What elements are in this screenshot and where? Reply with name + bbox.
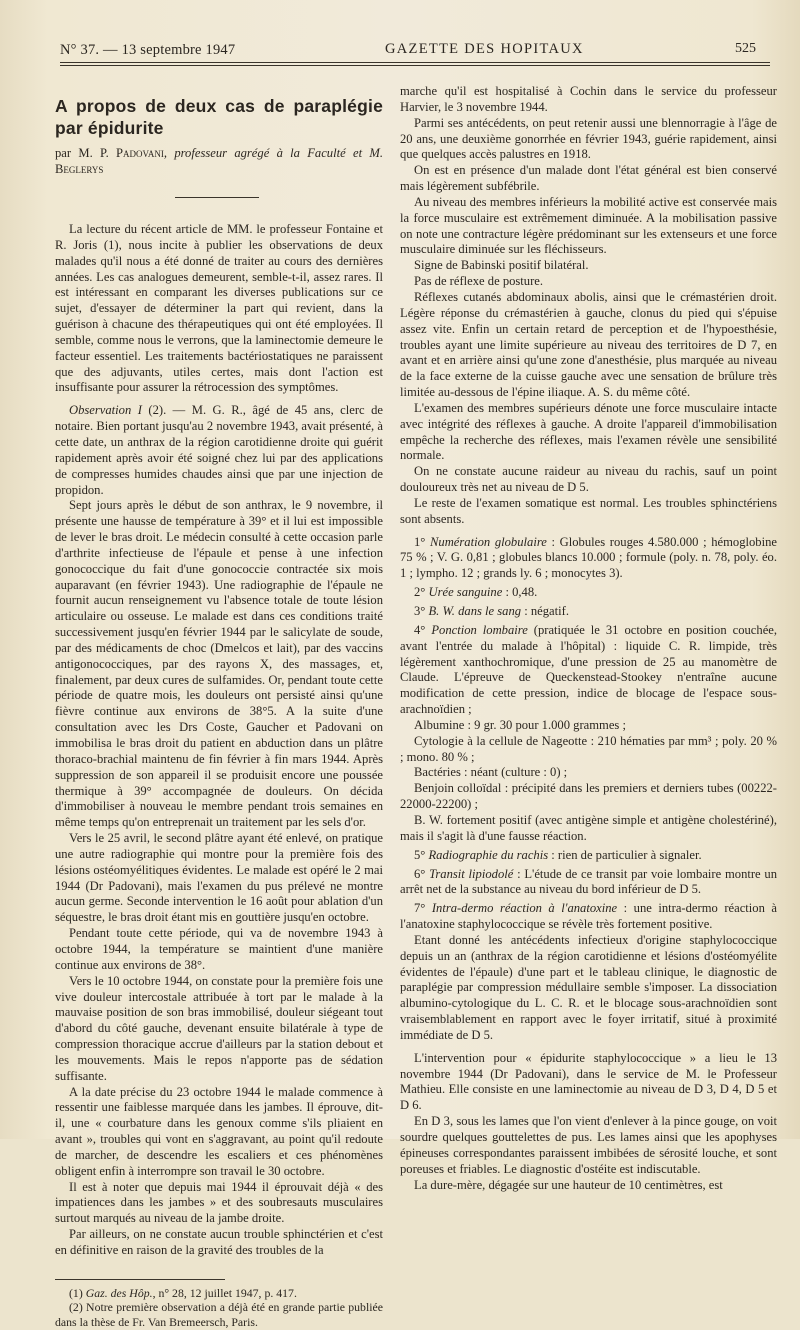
item-label: B. W. dans le sang xyxy=(428,604,522,618)
footnote-rule xyxy=(55,1279,225,1280)
author-beglerys: Beglerys xyxy=(55,162,104,176)
csf-benjoin: Benjoin colloïdal : précipité dans les premiers et derniers tubes (00222-22000-22200) ; xyxy=(400,781,777,812)
paragraph: Parmi ses antécédents, on peut retenir aussi une blennorragie à l'âge de 20 ans, une deuxième gonorrhée en février 1943, guérie rapidement, ainsi que quelques accès palustres en 1918. xyxy=(400,115,777,162)
paragraph: L'examen des membres supérieurs dénote une force musculaire intacte avec intégrité des réflexes à gauche. A droite l'appareil d'immobilisation empêche la recherche des réflexes, mais l'examen révèle une sensibilité normale. xyxy=(400,400,777,463)
paragraph: Pas de réflexe de posture. xyxy=(414,274,544,289)
article-title: A propos de deux cas de paraplégie par épidurite xyxy=(55,96,383,138)
paragraph: A la date précise du 23 octobre 1944 le malade commence à ressentir une faiblesse marquée dans les jambes. Il éprouve, dit-il, une « courbature dans les genoux comme s'ils pliaient en avant », troubles qui vont en s'aggravant, au point qu'il redoute de marcher, de descendre les escaliers et ces phénomènes obligent enfin à interrompre son travail le 30 octobre. xyxy=(55,1084,383,1178)
paragraph: Vers le 25 avril, le second plâtre ayant été enlevé, on pratique une autre radiographie qui montre pour la première fois des lésions ostéomyélitiques évidentes. Le malade est opéré le 2 mai 1944 (Dr Padovani), mais l'examen du pus prélevé ne montre aucun germe. Seconde intervention le 16 août pour ablation d'un séquestre, le bras droit étant mis en gouttière jusqu'en octobre. xyxy=(55,831,383,925)
intro-paragraph: La lecture du récent article de MM. le professeur Fontaine et R. Joris (1), nous incite à publier les observations de deux malades qu'il nous a été donné de traiter au cours des dernières années. Les cas analogues demeurent, semble-t-il, assez rares. Il est intéressant en comparant les diverses publications sur ce sujet, d'essayer de déterminer la part qui revient, dans la guérison à chacune des thérapeutiques qui ont été employées. Il semble, comme nous le verrons, que la laminectomie demeure le facteur essentiel. Les traitements bactériostatiques ne paraissent que des adjuvants, utiles certes, mais dont l'action est insuffisante pour assurer la rétrocession des symptômes. xyxy=(55,222,383,395)
paragraph: Le reste de l'examen somatique est normal. Les troubles sphinctériens sont absents. xyxy=(400,495,777,526)
item-number: 7° xyxy=(414,901,432,916)
byline-affiliation: , professeur agrégé à la Faculté et M. xyxy=(163,146,383,160)
issue-date: N° 37. — 13 septembre 1947 xyxy=(60,42,236,58)
item-number: 4° xyxy=(414,622,432,637)
right-column xyxy=(400,84,778,1192)
item-label: Numération globulaire xyxy=(430,534,547,549)
item-label: Intra-dermo réaction à l'anatoxine xyxy=(431,901,618,916)
observation-label: Observation I xyxy=(69,403,142,418)
observation-1-intro xyxy=(55,403,383,498)
item-label: Ponction lombaire xyxy=(431,622,528,637)
footnote-1-journal: Gaz. des Hôp. xyxy=(85,1285,153,1300)
item-text: : négatif. xyxy=(521,604,569,618)
item-text: (pratiquée le 31 octobre en position couchée, avant l'entrée du malade à l'hôpital) : liquide C. R. limpide, très légèrement xanthochromique, d'une pression de 25 au manomètre de Claude. L'épreuve de Queckenstead-Stookey n'entraîne aucune modification de cette pression, indice de blocage de l'espace sous-arachnoïdien ; xyxy=(400,622,778,717)
byline-prefix: par M. P. xyxy=(55,146,117,160)
item-label: Radiographie du rachis xyxy=(428,847,549,862)
item-text: : L'étude de ce transit par voie lombaire montre un arrêt net de la substance au niveau du bord inférieur de D 5. xyxy=(400,866,778,897)
title-rule xyxy=(175,197,259,198)
page-header xyxy=(60,38,770,62)
item-number: 5° xyxy=(414,847,429,862)
paragraph: Etant donné les antécédents infectieux d'origine staphylococcique depuis un an (anthrax de la région carotidienne et lésions d'ostéomyélite évidentes de l'épaule) d'une part et le tableau clinique, le diagnostic de paraplégie par compression médullaire semble s'imposer. La dissociation albumino-cytologique du L. C. R. et le blocage sous-arachnoïdien sont vraisemblablement en rapport avec le foyer irritatif, situé à proximité immédiate de D 5. xyxy=(400,932,777,1042)
left-column xyxy=(55,84,383,1330)
paragraph: marche qu'il est hospitalisé à Cochin dans le service du professeur Harvier, le 3 novembre 1944. xyxy=(400,84,777,114)
item-label: Transit lipiodolé xyxy=(429,866,514,881)
paragraph: Il est à noter que depuis mai 1944 il éprouvait déjà « des impatiences dans les jambes » et des soubresauts musculaires surtout marqués au niveau de la jambe droite. xyxy=(55,1179,383,1226)
header-rule-double xyxy=(60,65,770,66)
paragraph: La dure-mère, dégagée sur une hauteur de 10 centimètres, est xyxy=(414,1177,723,1192)
journal-title: GAZETTE DES HOPITAUX xyxy=(385,41,584,57)
csf-bacteria: Bactéries : néant (culture : 0) ; xyxy=(414,765,568,780)
csf-bw: B. W. fortement positif (avec antigène simple et antigène cholestériné), mais il s'agit là d'une fausse réaction. xyxy=(400,812,777,843)
author-padovani: Padovani xyxy=(116,146,164,160)
item-number: 1° xyxy=(414,534,430,549)
exam-item-2 xyxy=(400,585,777,601)
footnote-1-ref: , n° 28, 12 juillet 1947, p. 417. xyxy=(152,1285,297,1300)
footnote-1 xyxy=(55,1286,383,1301)
exam-item-1 xyxy=(400,535,777,583)
item-number: 2° xyxy=(414,585,429,600)
page-number: 525 xyxy=(735,41,756,56)
paragraph: Au niveau des membres inférieurs la mobilité active est conservée mais la force musculaire est extrêmement diminuée. A la mobilisation passive on note une contracture légère prédominant sur les extenseurs et une force musculaire diminuée sur les fléchisseurs. xyxy=(400,194,777,257)
footnote-2: (2) Notre première observation a déjà été en grande partie publiée dans la thèse de Fr. Van Bremeersch, Paris. xyxy=(55,1300,383,1330)
csf-albumin: Albumine : 9 gr. 30 pour 1.000 grammes ; xyxy=(414,717,626,732)
paragraph: Signe de Babinski positif bilatéral. xyxy=(414,258,589,273)
article-byline xyxy=(55,145,383,177)
exam-item-5 xyxy=(400,848,777,864)
exam-item-3 xyxy=(400,604,777,620)
exam-item-4 xyxy=(400,623,777,718)
paragraph: L'intervention pour « épidurite staphylococcique » a lieu le 13 novembre 1944 (Dr Padovani), dans le service de M. le Professeur Mathieu. Elle consiste en une laminectomie au niveau de D 3, D 4, D 5 et D 6. xyxy=(400,1050,777,1113)
item-number: 6° xyxy=(414,866,430,881)
item-text: : 0,48. xyxy=(502,585,538,600)
paragraph: Réflexes cutanés abdominaux abolis, ainsi que le crémastérien droit. Légère réponse du crémastérien à gauche, clonus du pied qui s'épuise assez vite. Enfin un certain retard de perception et de l'hypoesthésie, troubles ayant une limite supérieure au niveau des territoires de D 7, en avant et en arrière ainsi qu'une zone d'anesthésie, plus marquée au niveau de la face externe de la cuisse gauche avec une sensation de brûlure très limitée au-dessous de l'épine iliaque. A. S. du même côté. xyxy=(400,289,777,400)
item-text: : une intra-dermo réaction à l'anatoxine staphylococcique se révèle très fortement positive. xyxy=(400,901,777,932)
item-number: 3° xyxy=(414,604,429,618)
item-text: : Globules rouges 4.580.000 ; hémoglobine 75 % ; V. G. 0,81 ; globules blancs 10.000 ; formule (poly. n. 78, poly. éo. 1 ; lympho. 12 ; grands ly. 6 ; monocytes 3). xyxy=(400,534,777,581)
paragraph: Sept jours après le début de son anthrax, le 9 novembre, il présente une hausse de température à 39° et il lui est impossible de lever le bras droit. Le médecin consulté à cette occasion parle d'arthrite infectieuse de l'épaule et pense à une infection gonococcique du fait d'une gonococcie contractée six mois auparavant (en février 1943). Une radiographie de l'épaule ne fournit aucun renseignement vu l'absence totale de toute lésion articulaire ou osseuse. Le malade est dans ces conditions traité successivement jusqu'en février 1944 par le salicylate de soude, par des médicaments de choc (Dmelcos et lait), par des vaccins antigonococciques, par des rayons X, des massages, et, finalement, par deux cures de sulfamides. Or, pendant toute cette période de quatre mois, les douleurs ont persisté ainsi qu'une fièvre continue aux environs de 38°5. A la suite d'une consultation avec les Drs Coste, Gaucher et Padovani on immobilisa le bras droit du patient en abduction dans un plâtre thoraco-brachial maintenu de fin février à fin mars 1944. Après suppression de son appareil il se produisit encore une poussée thermique à 39° accompagnée de douleurs. On décida d'immobiliser à nouveau le membre pendant trois semaines en même temps qu'on entreprenait un traitement par les sels d'or. xyxy=(55,498,383,830)
footnote-1-number: (1) xyxy=(69,1285,86,1300)
paragraph: On ne constate aucune raideur au niveau du rachis, sauf un point douloureux très net au niveau de D 5. xyxy=(400,464,777,495)
item-text: : rien de particulier à signaler. xyxy=(548,847,702,862)
header-rule xyxy=(60,62,770,63)
paragraph: En D 3, sous les lames que l'on vient d'enlever à la pince gouge, on voit sourdre quelques gouttelettes de pus. Les lames ainsi que les apophyses épineuses correspondantes paraissent imbibées de sérosité louche, et sont poreuses et friables. Le diagnostic d'ostéite est indiscutable. xyxy=(400,1114,777,1176)
paragraph: Pendant toute cette période, qui va de novembre 1943 à octobre 1944, la température se maintient d'une manière continue aux environs de 38°. xyxy=(55,926,383,972)
item-label: Urée sanguine xyxy=(428,585,503,600)
paragraph: Par ailleurs, on ne constate aucun trouble sphinctérien et c'est en définitive en raison de la gravité des troubles de la xyxy=(55,1227,383,1257)
paragraph: Vers le 10 octobre 1944, on constate pour la première fois une vive douleur intercostale attribuée à tort par le malade à la mauvaise position de son bras immobilisé, douleur siégeant tout d'abord du côté gauche, devenant ensuite bilatérale à type de compression thoracique accrue d'ailleurs par la station debout et les mouvements. Mais le repos n'apporte pas de sédation suffisante. xyxy=(55,973,383,1083)
observation-text: (2). — M. G. R., âgé de 45 ans, clerc de notaire. Bien portant jusqu'au 2 novembre 1943, avait présenté, à cette date, un anthrax de la région carotidienne droite qui guérit rapidement après avoir été soigné chez lui par des applications de compresses humides chaudes ainsi que par une injection de propidon. xyxy=(55,403,383,497)
paragraph: On est en présence d'un malade dont l'état général est bien conservé mais légèrement subfébrile. xyxy=(400,163,777,194)
exam-item-6 xyxy=(400,867,777,899)
exam-item-7 xyxy=(400,901,777,933)
csf-cytology: Cytologie à la cellule de Nageotte : 210 hématies par mm³ ; poly. 20 % ; mono. 80 % ; xyxy=(400,733,777,764)
